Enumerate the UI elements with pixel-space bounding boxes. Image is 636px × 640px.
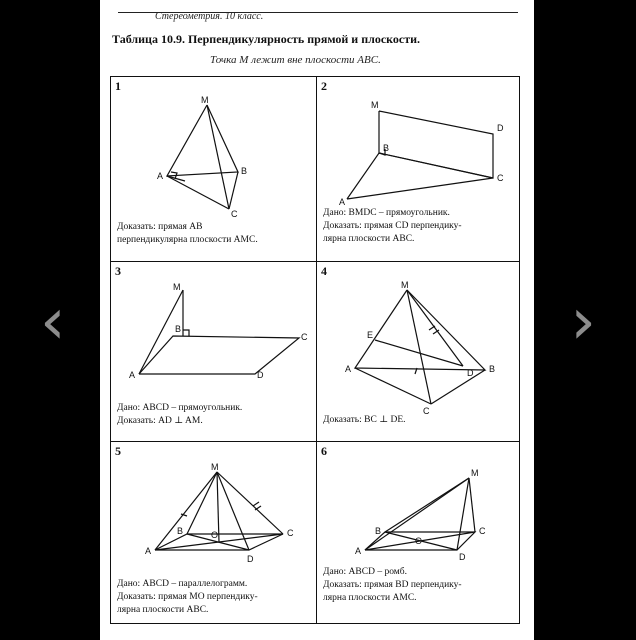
label-D: D bbox=[459, 552, 466, 562]
problem-cell-1 bbox=[111, 77, 316, 261]
label-C: C bbox=[479, 526, 486, 536]
label-D: D bbox=[467, 368, 474, 378]
label-M: M bbox=[201, 95, 209, 105]
problem-cell-3 bbox=[111, 262, 316, 441]
label-M: M bbox=[211, 462, 219, 472]
problem-number: 3 bbox=[115, 264, 121, 278]
edge bbox=[167, 176, 229, 209]
caption-line: Доказать: прямая CD перпендику- bbox=[323, 221, 462, 231]
label-A: A bbox=[355, 546, 362, 556]
problem-cell-6 bbox=[317, 442, 520, 623]
label-M: M bbox=[173, 282, 181, 292]
caption-line: Доказать: прямая BD перпендику- bbox=[323, 580, 462, 590]
tick-mark bbox=[429, 326, 435, 330]
edge bbox=[207, 105, 229, 209]
rectangle-ABCD bbox=[139, 336, 299, 374]
right-angle-mark bbox=[183, 330, 189, 336]
label-M: M bbox=[471, 468, 479, 478]
document-page bbox=[100, 0, 534, 640]
label-C: C bbox=[301, 332, 308, 342]
table-subtitle: Точка M лежит вне плоскости ABC. bbox=[210, 54, 381, 66]
label-C: C bbox=[287, 528, 294, 538]
problem-cell-2 bbox=[317, 77, 520, 261]
problem-caption bbox=[323, 207, 462, 246]
caption-line: Дано: ABCD – параллелограмм. bbox=[117, 579, 248, 589]
label-A: A bbox=[145, 546, 152, 556]
edge bbox=[187, 472, 217, 534]
problem-caption bbox=[117, 402, 242, 428]
caption-line: Дано: BMDC – прямоугольник. bbox=[323, 208, 450, 218]
problem-caption bbox=[323, 566, 462, 605]
label-B: B bbox=[489, 364, 496, 374]
caption-line: Доказать: BC ⊥ DE. bbox=[323, 415, 406, 425]
label-B: B bbox=[375, 526, 382, 536]
label-C: C bbox=[423, 406, 430, 416]
edge bbox=[229, 172, 238, 209]
label-C: C bbox=[231, 209, 238, 219]
previous-image-button[interactable]: ‹ bbox=[40, 285, 66, 359]
label-D: D bbox=[257, 370, 264, 380]
label-B: B bbox=[383, 143, 390, 153]
label-O: O bbox=[415, 536, 423, 546]
edge bbox=[155, 472, 217, 550]
problem-number: 4 bbox=[321, 264, 327, 278]
tick-mark bbox=[253, 502, 259, 506]
edge bbox=[385, 478, 469, 532]
label-B: B bbox=[175, 324, 182, 334]
next-image-button[interactable]: › bbox=[570, 285, 596, 359]
edge bbox=[167, 105, 238, 176]
edge bbox=[217, 472, 249, 550]
problem-caption bbox=[323, 414, 406, 427]
edge bbox=[355, 368, 431, 404]
caption-line: лярна плоскости AMC. bbox=[323, 593, 417, 603]
label-B: B bbox=[177, 526, 184, 536]
label-C: C bbox=[497, 173, 504, 183]
caption-line: Дано: ABCD – прямоугольник. bbox=[117, 403, 243, 413]
edge bbox=[469, 478, 475, 532]
table-title: Таблица 10.9. Перпендикулярность прямой и плоскости. bbox=[112, 32, 421, 46]
label-A: A bbox=[157, 171, 164, 181]
header-subject: Стереометрия. 10 класс. bbox=[155, 11, 264, 22]
problem-grid bbox=[110, 76, 520, 624]
problem-number: 5 bbox=[115, 444, 121, 458]
segment-ED bbox=[375, 340, 463, 366]
problem-number: 2 bbox=[321, 79, 327, 93]
caption-line: лярна плоскости ABC. bbox=[323, 234, 415, 244]
edge bbox=[217, 472, 283, 534]
label-O: O bbox=[211, 530, 219, 540]
edge bbox=[431, 370, 485, 404]
caption-line: Доказать: прямая MO перпендику- bbox=[117, 592, 258, 602]
label-M: M bbox=[371, 100, 379, 110]
triangle-ABC bbox=[347, 153, 493, 199]
problem-caption bbox=[117, 221, 258, 247]
caption-line: лярна плоскости ABC. bbox=[117, 605, 209, 615]
caption-line: перпендикулярна плоскости AMC. bbox=[117, 235, 258, 245]
problem-cell-5 bbox=[111, 442, 316, 623]
caption-line: Доказать: AD ⊥ AM. bbox=[117, 416, 203, 426]
label-D: D bbox=[497, 123, 504, 133]
problem-caption bbox=[117, 578, 258, 617]
rectangle-BMDC bbox=[379, 111, 493, 178]
triangle-AMB bbox=[355, 290, 485, 370]
label-E: E bbox=[367, 330, 374, 340]
caption-line: Дано: ABCD – ромб. bbox=[323, 567, 407, 577]
label-B: B bbox=[241, 166, 248, 176]
problem-number: 1 bbox=[115, 79, 121, 93]
problem-cell-4 bbox=[317, 262, 520, 441]
problem-number: 6 bbox=[321, 444, 327, 458]
label-D: D bbox=[247, 554, 254, 564]
label-A: A bbox=[339, 197, 346, 207]
label-M: M bbox=[401, 280, 409, 290]
caption-line: Доказать: прямая AB bbox=[117, 222, 203, 232]
label-A: A bbox=[129, 370, 136, 380]
label-A: A bbox=[345, 364, 352, 374]
